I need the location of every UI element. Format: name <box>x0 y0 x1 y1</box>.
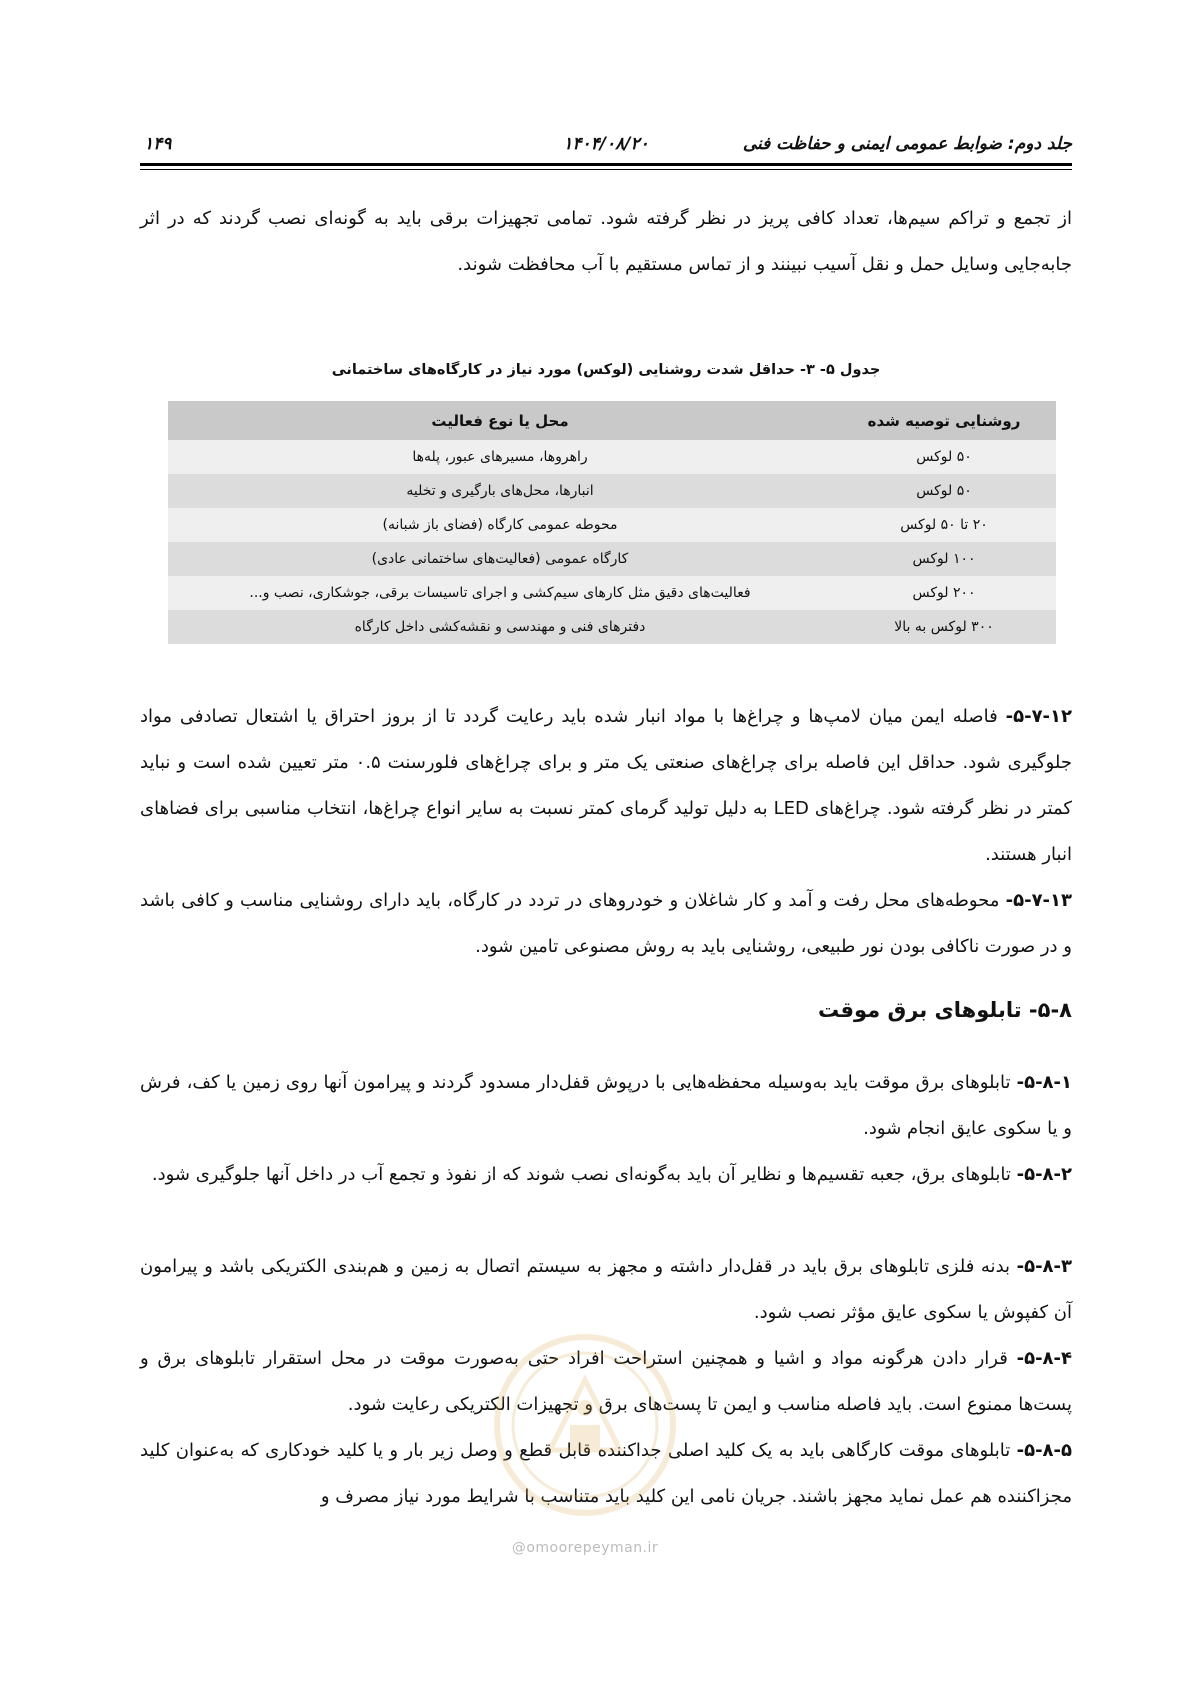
clause-number: ۵-۸-۴- <box>1016 1348 1072 1369</box>
clause-5-8-3 <box>140 1244 1072 1336</box>
clause-text: تابلوهای برق موقت باید به‌وسیله محفظه‌هایی با درپوش قفل‌دار مسدود گردند و پیرامون آنها روی زمین یا کف، فرش و یا سکوی عایق انجام شود. <box>140 1072 1072 1139</box>
clause-text: تابلوهای برق، جعبه تقسیم‌ها و نظایر آن باید به‌گونه‌ای نصب شوند که از نفوذ و تجمع آب در داخل آنها جلوگیری شود. <box>151 1164 1017 1185</box>
clause-text: تابلوهای موقت کارگاهی باید به یک کلید اصلی جداکننده قابل قطع و وصل زیر بار و یا کلید خودکاری که به‌عنوان کلید مجزاکننده هم عمل نماید مجهز باشند. جریان نامی این کلید باید متناسب با شرایط مورد نیاز مصرف و <box>140 1440 1072 1507</box>
cell-lux: ۳۰۰ لوکس به بالا <box>832 610 1056 644</box>
table-row <box>168 474 1056 508</box>
clause-text: محوطه‌های محل رفت و آمد و کار شاغلان و خودروهای در تردد در کارگاه، باید دارای روشنایی مناسب و کافی باشد و در صورت ناکافی بودن نور طبیعی، روشنایی باید به روش مصنوعی تامین شود. <box>140 890 1072 957</box>
table-row <box>168 610 1056 644</box>
cell-activity: محوطه عمومی کارگاه (فضای باز شبانه) <box>168 508 832 542</box>
clause-5-7-12 <box>140 694 1072 878</box>
cell-lux: ۵۰ لوکس <box>832 474 1056 508</box>
clause-number: ۵-۷-۱۳- <box>1005 890 1072 911</box>
clause-text: فاصله ایمن میان لامپ‌ها و چراغ‌ها با مواد انبار شده باید رعایت گردد تا از بروز احتراق یا اشتعال تصادفی مواد جلوگیری شود. حداقل این فاصله برای چراغ‌های صنعتی یک متر و برای چراغ‌های فلورسنت ۰.۵ متر تعیین شده است و نباید کمتر در نظر گرفته شود. چراغ‌های LED به دلیل تولید گرمای کمتر نسبت به سایر انواع چراغ‌ها، انتخاب مناسبی برای فضاهای انبار هستند. <box>140 706 1072 865</box>
watermark-text: @omoorepeyman.ir <box>511 1540 659 1556</box>
clause-text: بدنه فلزی تابلوهای برق باید در قفل‌دار داشته و مجهز به سیستم اتصال به زمین و هم‌بندی الکتریکی باشد و پیرامون آن کفپوش یا سکوی عایق مؤثر نصب شود. <box>140 1256 1072 1323</box>
clause-number: ۵-۸-۳- <box>1016 1256 1072 1277</box>
cell-lux: ۱۰۰ لوکس <box>832 542 1056 576</box>
cell-lux: ۲۰ تا ۵۰ لوکس <box>832 508 1056 542</box>
clause-5-7-13 <box>140 878 1072 970</box>
cell-activity: فعالیت‌های دقیق مثل کارهای سیم‌کشی و اجرای تاسیسات برقی، جوشکاری، نصب و... <box>168 576 832 610</box>
page-header <box>140 128 1072 164</box>
table-header-row <box>168 401 1056 440</box>
page-number: ۱۴۹ <box>144 134 172 154</box>
clause-number: ۵-۸-۱- <box>1016 1072 1072 1093</box>
clause-5-8-1 <box>140 1060 1072 1152</box>
table-row <box>168 440 1056 474</box>
clause-5-8-2 <box>140 1152 1072 1198</box>
header-rule-thick <box>140 163 1072 166</box>
cell-lux: ۵۰ لوکس <box>832 440 1056 474</box>
table-row <box>168 508 1056 542</box>
cell-lux: ۲۰۰ لوکس <box>832 576 1056 610</box>
table-caption: جدول ۵- ۳- حداقل شدت روشنایی (لوکس) مورد نیاز در کارگاه‌های ساختمانی <box>331 362 881 378</box>
cell-activity: دفترهای فنی و مهندسی و نقشه‌کشی داخل کارگاه <box>168 610 832 644</box>
table-row <box>168 576 1056 610</box>
table-row <box>168 542 1056 576</box>
header-rule-thin <box>140 169 1072 170</box>
header-date: ۱۴۰۴/۰۸/۲۰ <box>563 134 649 154</box>
header-title: جلد دوم: ضوابط عمومی ایمنی و حفاظت فنی <box>742 134 1072 154</box>
intro-paragraph: از تجمع و تراکم سیم‌ها، تعداد کافی پریز در نظر گرفته شود. تمامی تجهیزات برقی باید به گونه‌ای نصب گردند که در اثر جابه‌جایی وسایل حمل و نقل آسیب نبینند و از تماس مستقیم با آب محافظت شوند. <box>140 208 1072 275</box>
table-header-activity: محل یا نوع فعالیت <box>168 401 832 440</box>
cell-activity: انبارها، محل‌های بارگیری و تخلیه <box>168 474 832 508</box>
lux-table <box>168 401 1056 644</box>
cell-activity: کارگاه عمومی (فعالیت‌های ساختمانی عادی) <box>168 542 832 576</box>
section-title: ۵-۸- تابلوهای برق موقت <box>818 998 1072 1022</box>
cell-activity: راهروها، مسیرهای عبور، پله‌ها <box>168 440 832 474</box>
clause-text: قرار دادن هرگونه مواد و اشیا و همچنین استراحت افراد حتی به‌صورت موقت در محل استقرار تابلوهای برق و پست‌ها ممنوع است. باید فاصله مناسب و ایمن تا پست‌های برق و تجهیزات الکتریکی رعایت شود. <box>140 1348 1072 1415</box>
clause-number: ۵-۸-۲- <box>1016 1164 1072 1185</box>
watermark-logo-icon <box>490 1330 680 1520</box>
clause-number: ۵-۷-۱۲- <box>1005 706 1072 727</box>
table-header-lux: روشنایی توصیه شده <box>832 401 1056 440</box>
clause-number: ۵-۸-۵- <box>1016 1440 1072 1461</box>
